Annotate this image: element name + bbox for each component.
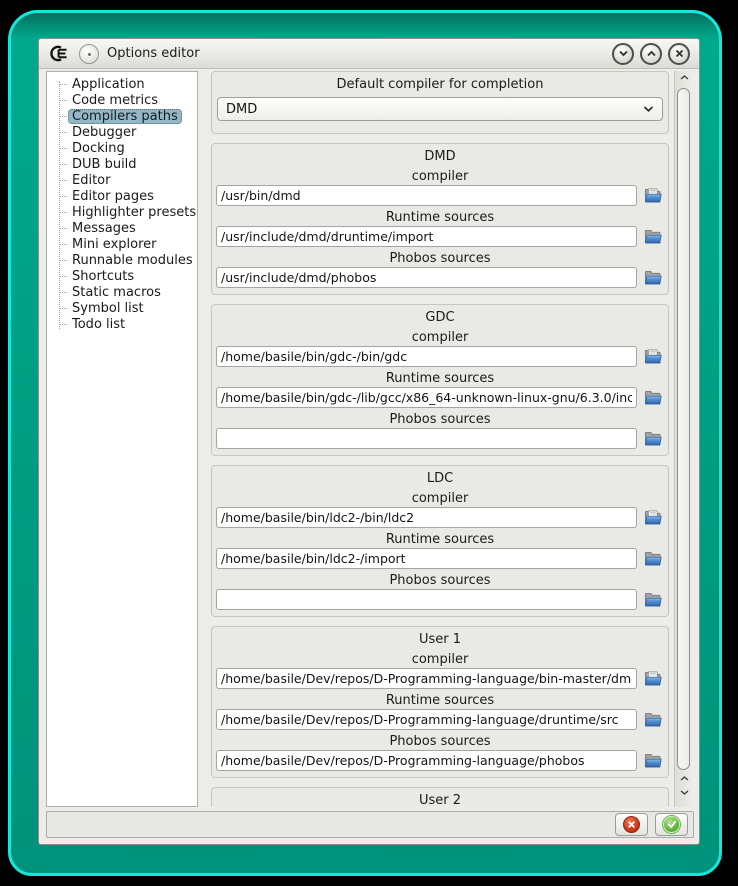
group-title: User 1	[418, 632, 462, 647]
vertical-scrollbar[interactable]	[674, 71, 693, 807]
sidebar-item-label: DUB build	[72, 156, 137, 172]
field-label: Phobos sources	[389, 573, 491, 588]
sidebar-item-mini-explorer[interactable]	[47, 236, 197, 252]
window-title: Options editor	[107, 46, 200, 61]
field-row	[215, 750, 665, 771]
user-1-compiler-input[interactable]	[216, 668, 637, 689]
sidebar-item-debugger[interactable]	[47, 124, 197, 140]
field-label: compiler	[411, 652, 469, 667]
sidebar-item-label: Todo list	[72, 316, 126, 332]
open-folder-icon	[644, 712, 663, 728]
dmd-runtime-sources-input[interactable]	[216, 226, 637, 247]
chevron-up-icon	[646, 50, 657, 57]
open-folder-icon	[644, 592, 663, 608]
sidebar-item-messages[interactable]	[47, 220, 197, 236]
chevron-down-icon	[618, 50, 629, 57]
scroll-down-button[interactable]	[675, 790, 693, 795]
gdc-phobos-sources-browse-button[interactable]	[642, 430, 664, 448]
sidebar-item-code-metrics[interactable]	[47, 92, 197, 108]
dmd-runtime-sources-browse-button[interactable]	[642, 228, 664, 246]
dialog-button-bar	[46, 811, 694, 838]
chevron-up-icon	[680, 776, 689, 781]
open-folder-icon	[644, 390, 663, 406]
options-editor-dialog	[38, 38, 700, 845]
minimize-button[interactable]	[612, 43, 634, 65]
sidebar-item-label: Shortcuts	[72, 268, 135, 284]
user-1-runtime-sources-input[interactable]	[216, 709, 637, 730]
default-compiler-value: DMD	[226, 101, 258, 117]
coedit-logo-icon	[48, 45, 71, 62]
ldc-runtime-sources-browse-button[interactable]	[642, 550, 664, 568]
field-label: compiler	[411, 330, 469, 345]
field-row	[215, 226, 665, 247]
user-1-phobos-sources-input[interactable]	[216, 750, 637, 771]
chevron-down-icon	[643, 106, 654, 112]
sidebar-item-editor[interactable]	[47, 172, 197, 188]
group-title: LDC	[426, 471, 454, 486]
field-label: Runtime sources	[385, 532, 495, 547]
default-compiler-select[interactable]	[217, 97, 663, 121]
x-circle-red-icon	[623, 816, 640, 833]
field-row	[215, 387, 665, 408]
dmd-compiler-input[interactable]	[216, 185, 637, 206]
open-folder-icon	[644, 753, 663, 769]
field-label: Phobos sources	[389, 734, 491, 749]
groups-container	[211, 143, 669, 807]
sidebar-item-compilers-paths[interactable]	[47, 108, 197, 124]
sidebar-item-label: Runnable modules	[72, 252, 193, 268]
close-icon	[675, 49, 684, 58]
dmd-phobos-sources-input[interactable]	[216, 267, 637, 288]
sidebar-item-label: Editor pages	[72, 188, 154, 204]
group-title: GDC	[425, 310, 455, 325]
ldc-phobos-sources-browse-button[interactable]	[642, 591, 664, 609]
sidebar-item-highlighter-presets[interactable]	[47, 204, 197, 220]
open-file-icon	[644, 671, 663, 687]
maximize-button[interactable]	[640, 43, 662, 65]
user-1-runtime-sources-browse-button[interactable]	[642, 711, 664, 729]
sidebar-item-label: Code metrics	[72, 92, 159, 108]
field-label: Runtime sources	[385, 371, 495, 386]
sidebar-item-runnable-modules[interactable]	[47, 252, 197, 268]
group-title: Default compiler for completion	[336, 77, 544, 92]
sidebar-item-label: Debugger	[72, 124, 137, 140]
ldc-compiler-input[interactable]	[216, 507, 637, 528]
open-file-icon	[644, 188, 663, 204]
field-row	[215, 548, 665, 569]
field-row	[215, 346, 665, 367]
sidebar-item-todo-list[interactable]	[47, 316, 197, 332]
field-label: Runtime sources	[385, 210, 495, 225]
sidebar-item-static-macros[interactable]	[47, 284, 197, 300]
open-file-icon	[644, 510, 663, 526]
field-label: Phobos sources	[389, 412, 491, 427]
field-row	[215, 668, 665, 689]
field-label: compiler	[411, 491, 469, 506]
group-ldc	[211, 465, 669, 617]
ldc-phobos-sources-input[interactable]	[216, 589, 637, 610]
group-dmd	[211, 143, 669, 295]
gdc-phobos-sources-input[interactable]	[216, 428, 637, 449]
field-label: compiler	[411, 169, 469, 184]
sidebar-item-label: Highlighter presets	[72, 204, 197, 220]
field-row	[215, 589, 665, 610]
group-user-2	[211, 787, 669, 807]
dmd-phobos-sources-browse-button[interactable]	[642, 269, 664, 287]
sidebar-item-shortcuts[interactable]	[47, 268, 197, 284]
sidebar-item-symbol-list[interactable]	[47, 300, 197, 316]
field-row	[215, 709, 665, 730]
window-controls	[612, 43, 690, 65]
check-circle-green-icon	[663, 816, 680, 833]
sidebar-item-docking[interactable]	[47, 140, 197, 156]
sidebar-item-label: Static macros	[72, 284, 161, 300]
ldc-compiler-browse-button[interactable]	[642, 509, 664, 527]
field-row	[215, 185, 665, 206]
group-title: DMD	[424, 149, 456, 164]
field-row	[215, 428, 665, 449]
open-folder-icon	[644, 431, 663, 447]
field-row	[215, 507, 665, 528]
user-1-compiler-browse-button[interactable]	[642, 670, 664, 688]
ldc-runtime-sources-input[interactable]	[216, 548, 637, 569]
options-category-list	[46, 71, 198, 807]
open-folder-icon	[644, 229, 663, 245]
group-gdc	[211, 304, 669, 456]
scroll-up-button-bottom[interactable]	[675, 776, 693, 781]
group-title: User 2	[418, 793, 462, 807]
dmd-compiler-browse-button[interactable]	[642, 187, 664, 205]
gdc-runtime-sources-input[interactable]	[216, 387, 637, 408]
sidebar-item-label: Compilers paths	[68, 109, 182, 124]
sidebar-item-application[interactable]	[47, 76, 197, 92]
sidebar-item-label: Application	[72, 76, 145, 92]
field-label: Phobos sources	[389, 251, 491, 266]
close-button[interactable]	[668, 43, 690, 65]
field-row	[215, 267, 665, 288]
group-default-compiler	[211, 71, 669, 134]
sidebar-tree	[47, 76, 197, 332]
open-folder-icon	[644, 270, 663, 286]
titlebar[interactable]	[39, 39, 699, 69]
accept-button[interactable]	[655, 813, 688, 836]
open-folder-icon	[644, 551, 663, 567]
group-user-1	[211, 626, 669, 778]
chevron-up-icon	[680, 75, 689, 80]
sidebar-item-editor-pages[interactable]	[47, 188, 197, 204]
window-frame	[8, 10, 722, 876]
gdc-compiler-input[interactable]	[216, 346, 637, 367]
sidebar-item-label: Symbol list	[72, 300, 144, 316]
compilers-paths-panel	[211, 71, 669, 807]
field-label: Runtime sources	[385, 693, 495, 708]
chevron-down-icon	[680, 790, 689, 795]
window-menu-button[interactable]	[79, 44, 99, 64]
sidebar-item-dub-build[interactable]	[47, 156, 197, 172]
sidebar-item-label: Docking	[72, 140, 125, 156]
cancel-button[interactable]	[615, 813, 648, 836]
sidebar-item-label: Messages	[72, 220, 136, 236]
scroll-up-button[interactable]	[675, 75, 693, 80]
user-1-phobos-sources-browse-button[interactable]	[642, 752, 664, 770]
gdc-compiler-browse-button[interactable]	[642, 348, 664, 366]
scroll-thumb[interactable]	[677, 88, 690, 770]
open-file-icon	[644, 349, 663, 365]
sidebar-item-label: Mini explorer	[72, 236, 157, 252]
gdc-runtime-sources-browse-button[interactable]	[642, 389, 664, 407]
sidebar-item-label: Editor	[72, 172, 111, 188]
